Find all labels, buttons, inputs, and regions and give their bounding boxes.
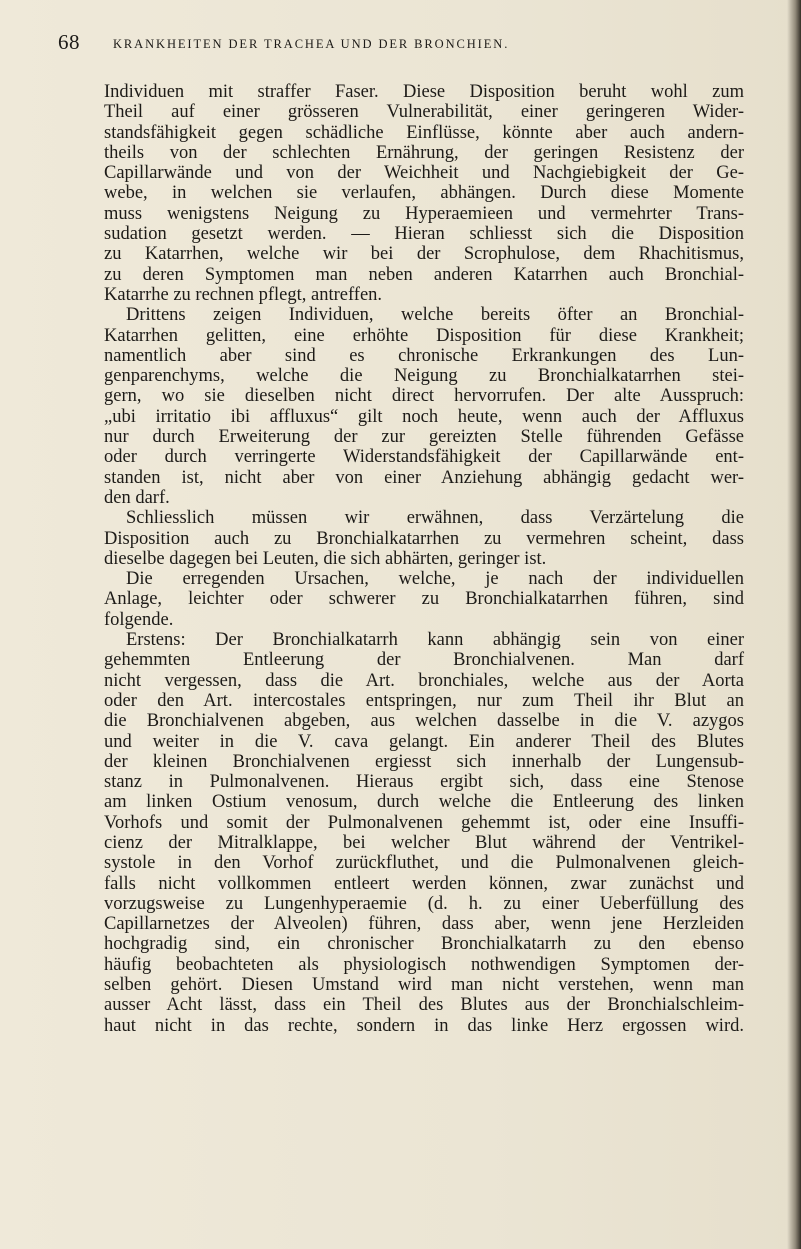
text-line: theils von der schlechten Ernährung, der geringen Resistenz der bbox=[104, 142, 744, 163]
text-line: selben gehört. Diesen Umstand wird man nicht verstehen, wenn man bbox=[104, 975, 744, 996]
text-line: den darf. bbox=[104, 487, 170, 508]
text-line: gehemmten Entleerung der Bronchialvenen. Man darf bbox=[104, 650, 744, 671]
text-line: am linken Ostium venosum, durch welche die Entleerung des linken bbox=[104, 792, 744, 813]
text-line: häufig beobachteten als physiologisch nothwendigen Symptomen der- bbox=[104, 954, 744, 975]
text-line: nur durch Erweiterung der zur gereizten Stelle führenden Gefässe bbox=[104, 427, 744, 448]
text-line: hochgradig sind, ein chronischer Bronchialkatarrh zu den ebenso bbox=[104, 934, 744, 955]
text-line: Theil auf einer grösseren Vulnerabilität, einer geringeren Wider- bbox=[104, 102, 744, 123]
text-line: Individuen mit straffer Faser. Diese Disposition beruht wohl zum bbox=[104, 82, 744, 102]
text-line: webe, in welchen sie verlaufen, abhängen. Durch diese Momente bbox=[104, 183, 744, 204]
text-line: Schliesslich müssen wir erwähnen, dass Verzärtelung die bbox=[126, 508, 744, 529]
page-edge-shadow bbox=[787, 0, 801, 1249]
text-line: oder den Art. intercostales entspringen, nur zum Theil ihr Blut an bbox=[104, 690, 744, 711]
page-number: 68 bbox=[58, 30, 80, 54]
text-line: die Bronchialvenen abgeben, aus welchen dasselbe in die V. azygos bbox=[104, 711, 744, 732]
text-line: genparenchyms, welche die Neigung zu Bronchialkatarrhen stei- bbox=[104, 366, 744, 387]
text-line: Die erregenden Ursachen, welche, je nach der individuellen bbox=[126, 569, 744, 590]
text-line: der kleinen Bronchialvenen ergiesst sich innerhalb der Lungensub- bbox=[104, 751, 744, 772]
text-line: gern, wo sie dieselben nicht direct hervorrufen. Der alte Ausspruch: bbox=[104, 386, 744, 407]
text-line: Erstens: Der Bronchialkatarrh kann abhängig sein von einer bbox=[126, 630, 744, 651]
text-line: oder durch verringerte Widerstandsfähigkeit der Capillarwände ent- bbox=[104, 447, 744, 468]
text-line: vorzugsweise zu Lungenhyperaemie (d. h. zu einer Ueberfüllung des bbox=[104, 893, 744, 914]
text-line: Vorhofs und somit der Pulmonalvenen gehemmt ist, oder eine Insuffi- bbox=[104, 812, 744, 833]
text-line: folgende. bbox=[104, 609, 174, 630]
text-line: Katarrhe zu rechnen pflegt, antreffen. bbox=[104, 284, 383, 305]
text-line: ausser Acht lässt, dass ein Theil des Blutes aus der Bronchialschleim- bbox=[104, 995, 744, 1016]
text-line: stanz in Pulmonalvenen. Hieraus ergibt sich, dass eine Stenose bbox=[104, 772, 744, 793]
text-line: muss wenigstens Neigung zu Hyperaemieen und vermehrter Trans- bbox=[104, 203, 744, 224]
text-line: haut nicht in das rechte, sondern in das linke Herz ergossen wird. bbox=[104, 1015, 744, 1036]
text-line: Katarrhen gelitten, eine erhöhte Disposition für diese Krankheit; bbox=[104, 325, 744, 346]
text-line: „ubi irritatio ibi affluxus“ gilt noch heute, wenn auch der Affluxus bbox=[104, 406, 744, 427]
text-line: standsfähigkeit gegen schädliche Einflüsse, könnte aber auch andern- bbox=[104, 122, 744, 143]
running-title: KRANKHEITEN DER TRACHEA UND DER BRONCHIEN. bbox=[113, 37, 510, 51]
text-line: Anlage, leichter oder schwerer zu Bronchialkatarrhen führen, sind bbox=[104, 589, 744, 610]
body-text bbox=[104, 82, 744, 1036]
text-line: Capillarwände und von der Weichheit und Nachgiebigkeit der Ge- bbox=[104, 163, 744, 184]
text-line: dieselbe dagegen bei Leuten, die sich abhärten, geringer ist. bbox=[104, 548, 547, 569]
text-line: falls nicht vollkommen entleert werden können, zwar zunächst und bbox=[104, 873, 744, 894]
text-line: Disposition auch zu Bronchialkatarrhen zu vermehren scheint, dass bbox=[104, 528, 744, 549]
text-line: nicht vergessen, dass die Art. bronchiales, welche aus der Aorta bbox=[104, 670, 744, 691]
running-head bbox=[58, 30, 738, 54]
text-line: systole in den Vorhof zurückfluthet, und die Pulmonalvenen gleich- bbox=[104, 853, 744, 874]
text-line: Capillarnetzes der Alveolen) führen, dass aber, wenn jene Herzleiden bbox=[104, 914, 744, 935]
text-line: namentlich aber sind es chronische Erkrankungen des Lun- bbox=[104, 345, 744, 366]
text-line: standen ist, nicht aber von einer Anziehung abhängig gedacht wer- bbox=[104, 467, 744, 488]
text-line: zu deren Symptomen man neben anderen Katarrhen auch Bronchial- bbox=[104, 264, 744, 285]
text-line: sudation gesetzt werden. — Hieran schliesst sich die Disposition bbox=[104, 224, 744, 245]
text-line: Drittens zeigen Individuen, welche bereits öfter an Bronchial- bbox=[126, 305, 744, 326]
text-line: und weiter in die V. cava gelangt. Ein anderer Theil des Blutes bbox=[104, 731, 744, 752]
text-line: cienz der Mitralklappe, bei welcher Blut während der Ventrikel- bbox=[104, 832, 744, 853]
text-line: zu Katarrhen, welche wir bei der Scrophulose, dem Rhachitismus, bbox=[104, 244, 744, 265]
